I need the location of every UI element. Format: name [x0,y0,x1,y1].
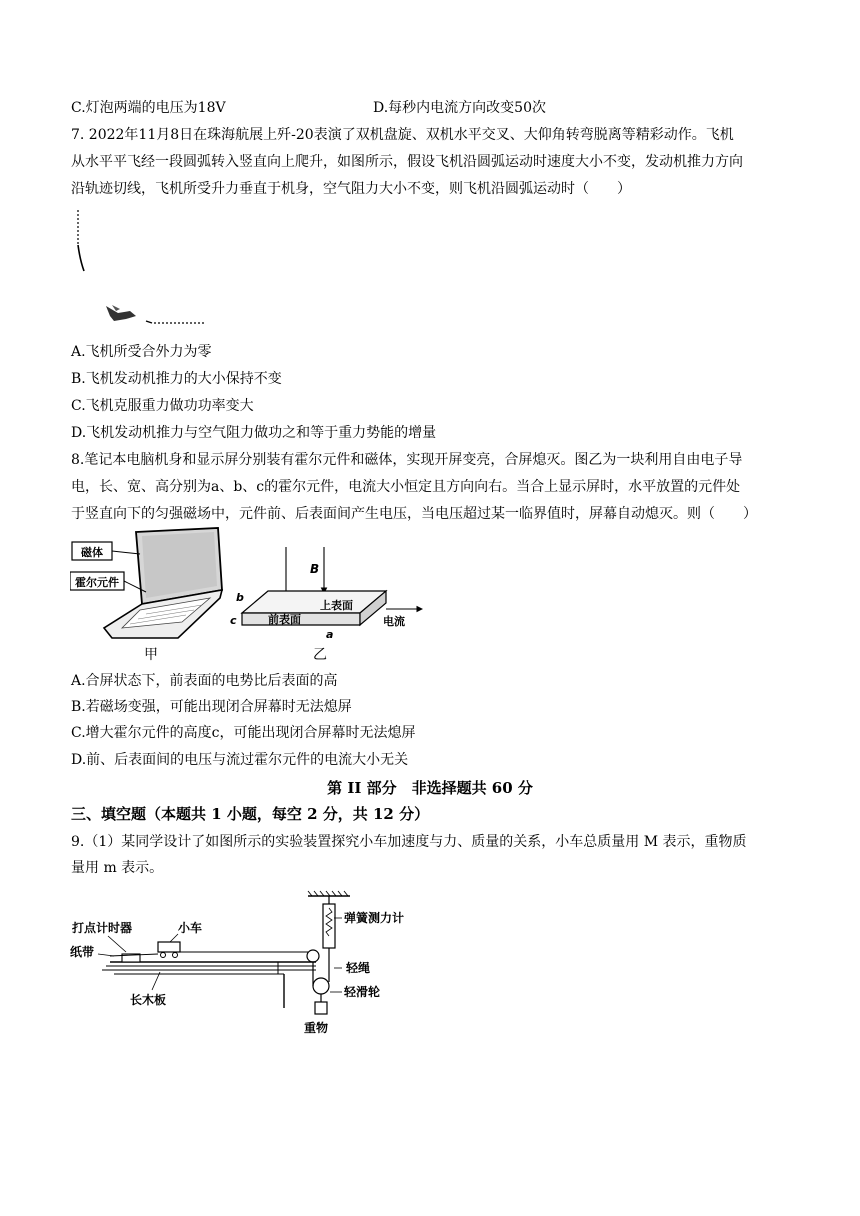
car-body [158,942,180,952]
tape-label: 纸带 [70,945,95,959]
weight-block [315,1002,327,1014]
q7-option-d: D.飞机发动机推力与空气阻力做功之和等于重力势能的增量 [71,425,437,441]
board-label: 长木板 [130,993,167,1007]
magnet-label: 磁体 [81,546,103,559]
q6-options-row [71,98,791,118]
top-surface-label: 上表面 [320,599,353,612]
rope-label: 轻绳 [346,961,371,975]
q8-stem-line-2: 电，长、宽、高分别为a、b、c的霍尔元件，电流大小恒定且方向向右。当合上显示屏时，水平放置的元件处 [71,479,741,495]
q6-option-d: D.每秒内电流方向改变50次 [373,100,546,116]
pulley-label: 轻滑轮 [344,985,381,999]
q7-option-b: B.飞机发动机推力的大小保持不变 [71,371,282,387]
figure-caption-yi: 乙 [313,647,327,663]
car-label: 小车 [178,921,203,935]
q8-hall-element-figure [228,547,428,647]
q9-stem-line-2: 量用 m 表示。 [71,860,164,876]
q9-stem-line-1: 9.（1）某同学设计了如图所示的实验装置探究小车加速度与力、质量的关系，小车总质量用 M 表示，重物质 [71,834,747,850]
q7-stem-line-3: 沿轨迹切线，飞机所受升力垂直于机身，空气阻力大小不变，则飞机沿圆弧运动时（ ） [71,181,631,197]
q6-option-c: C.灯泡两端的电压为18V [71,100,226,116]
spring-scale-label: 弹簧测力计 [344,911,405,925]
jet-icon [106,305,136,321]
q8-stem-line-3: 于竖直向下的匀强磁场中，元件前、后表面间产生电压，当电压超过某一临界值时，屏幕自动熄灭。则（ ） [71,506,757,522]
q7-flight-path-figure [70,205,220,339]
current-label: 电流 [383,615,405,628]
q7-option-a: A.飞机所受合外力为零 [71,344,212,360]
q8-option-c: C.增大霍尔元件的高度c，可能出现闭合屏幕时无法熄屏 [71,725,416,741]
hall-front-face [242,613,360,625]
timer-label: 打点计时器 [72,921,133,935]
q9-apparatus-figure [70,890,430,1066]
arc-path [78,245,84,271]
hall-element-label: 霍尔元件 [75,576,119,589]
figure-caption-jia: 甲 [144,647,158,663]
dim-c-label: c [230,614,237,627]
dim-b-label: b [236,591,244,604]
q7-option-c: C.飞机克服重力做功功率变大 [71,398,254,414]
part-two-heading: 第 II 部分 非选择题共 60 分 [327,779,533,797]
front-surface-label: 前表面 [268,613,301,626]
weight-label: 重物 [304,1021,329,1035]
dim-a-label: a [326,628,334,641]
b-field-label: B [310,562,320,576]
movable-pulley [313,978,329,994]
arc-bottom [146,321,152,323]
q8-laptop-figure [70,526,230,648]
q7-stem-line-2: 从水平平飞经一段圆弧转入竖直向上爬升，如图所示，假设飞机沿圆弧运动时速度大小不变，发动机推力方向 [71,154,743,170]
fixed-pulley [307,950,319,962]
q8-stem-line-1: 8.笔记本电脑机身和显示屏分别装有霍尔元件和磁体，实现开屏变亮，合屏熄灭。图乙为一块利用自由电子导 [71,452,743,468]
q8-option-d: D.前、后表面间的电压与流过霍尔元件的电流大小无关 [71,752,409,768]
q7-stem-line-1: 7. 2022年11月8日在珠海航展上歼-20表演了双机盘旋、双机水平交叉、大仰角转弯脱离等精彩动作。飞机 [71,127,734,143]
section-three-heading: 三、填空题（本题共 1 小题，每空 2 分，共 12 分） [71,805,430,823]
q8-option-b: B.若磁场变强，可能出现闭合屏幕时无法熄屏 [71,699,352,715]
q8-option-a: A.合屏状态下，前表面的电势比后表面的高 [71,673,338,689]
